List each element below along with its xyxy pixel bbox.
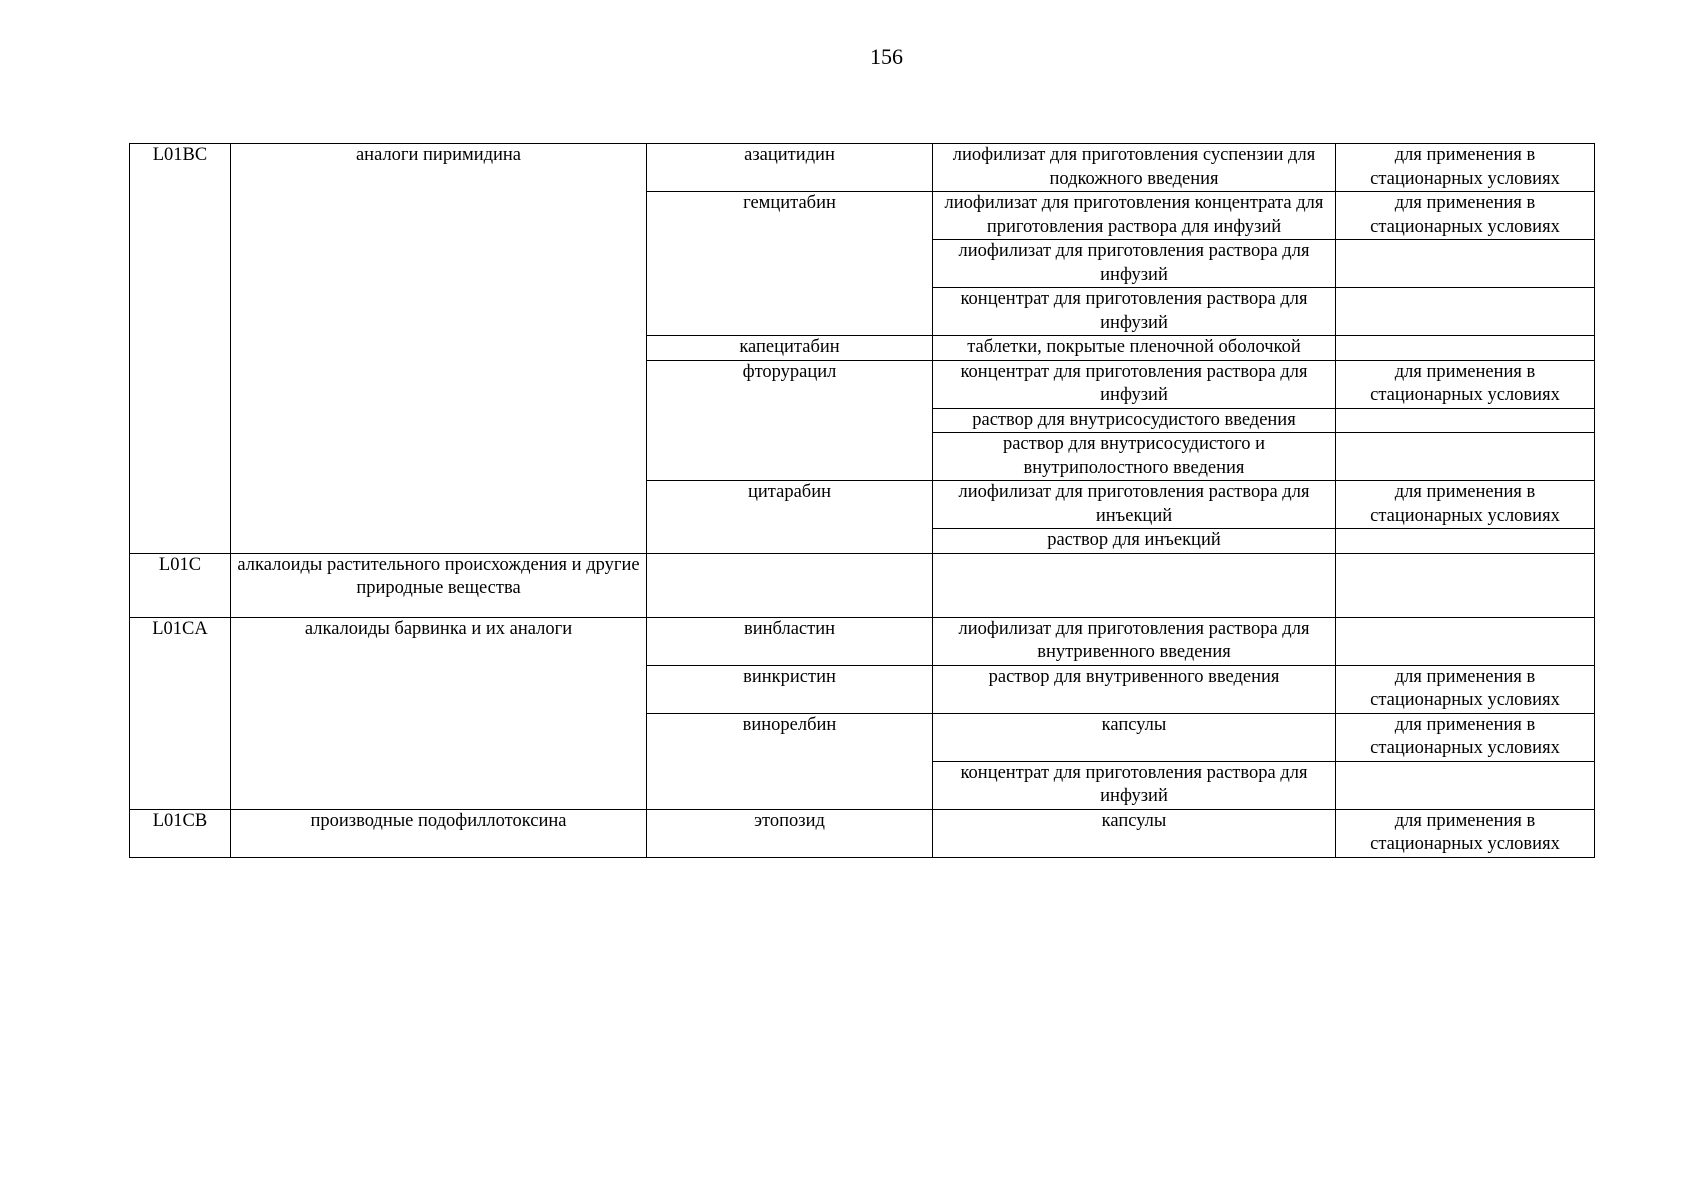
- note-cell: для применения в стационарных условиях: [1336, 481, 1595, 529]
- atc-code-cell: L01BC: [130, 144, 231, 554]
- table-row: [130, 617, 1595, 665]
- note-cell: [1336, 761, 1595, 809]
- dosage-form-cell: раствор для инъекций: [933, 529, 1336, 554]
- note-cell: [1336, 288, 1595, 336]
- note-cell: [1336, 529, 1595, 554]
- drug-name-cell: этопозид: [647, 809, 933, 857]
- drug-table: [129, 143, 1595, 858]
- drug-name-cell: гемцитабин: [647, 192, 933, 336]
- drug-name-cell: винкристин: [647, 665, 933, 713]
- dosage-form-cell: раствор для внутрисосудистого введения: [933, 408, 1336, 433]
- atc-group-cell: алкалоиды барвинка и их аналоги: [231, 617, 647, 809]
- note-cell: для применения в стационарных условиях: [1336, 360, 1595, 408]
- dosage-form-cell: концентрат для приготовления раствора для инфузий: [933, 761, 1336, 809]
- note-cell: для применения в стационарных условиях: [1336, 665, 1595, 713]
- note-cell: [1336, 408, 1595, 433]
- atc-group-cell: алкалоиды растительного происхождения и другие природные вещества: [231, 553, 647, 617]
- note-cell: для применения в стационарных условиях: [1336, 144, 1595, 192]
- dosage-form-cell: раствор для внутрисосудистого и внутриполостного введения: [933, 433, 1336, 481]
- dosage-form-cell: капсулы: [933, 809, 1336, 857]
- note-cell: для применения в стационарных условиях: [1336, 809, 1595, 857]
- drug-name-cell: капецитабин: [647, 336, 933, 361]
- dosage-form-cell: таблетки, покрытые пленочной оболочкой: [933, 336, 1336, 361]
- drug-name-cell: винбластин: [647, 617, 933, 665]
- table-row: [130, 809, 1595, 857]
- dosage-form-cell: лиофилизат для приготовления концентрата для приготовления раствора для инфузий: [933, 192, 1336, 240]
- note-cell: [1336, 553, 1595, 617]
- dosage-form-cell: лиофилизат для приготовления раствора для инфузий: [933, 240, 1336, 288]
- drug-name-cell: [647, 553, 933, 617]
- dosage-form-cell: лиофилизат для приготовления раствора для инъекций: [933, 481, 1336, 529]
- note-cell: [1336, 433, 1595, 481]
- dosage-form-cell: лиофилизат для приготовления суспензии для подкожного введения: [933, 144, 1336, 192]
- note-cell: [1336, 617, 1595, 665]
- dosage-form-cell: капсулы: [933, 713, 1336, 761]
- page-number: 156: [870, 44, 903, 69]
- atc-code-cell: L01CB: [130, 809, 231, 857]
- dosage-form-cell: [933, 553, 1336, 617]
- drug-name-cell: цитарабин: [647, 481, 933, 554]
- note-cell: для применения в стационарных условиях: [1336, 713, 1595, 761]
- atc-code-cell: L01C: [130, 553, 231, 617]
- drug-name-cell: фторурацил: [647, 360, 933, 481]
- atc-code-cell: L01CA: [130, 617, 231, 809]
- dosage-form-cell: раствор для внутривенного введения: [933, 665, 1336, 713]
- dosage-form-cell: концентрат для приготовления раствора для инфузий: [933, 360, 1336, 408]
- drug-name-cell: винорелбин: [647, 713, 933, 809]
- table-row: [130, 144, 1595, 192]
- note-cell: для применения в стационарных условиях: [1336, 192, 1595, 240]
- atc-group-cell: аналоги пиримидина: [231, 144, 647, 554]
- drug-name-cell: азацитидин: [647, 144, 933, 192]
- dosage-form-cell: лиофилизат для приготовления раствора для внутривенного введения: [933, 617, 1336, 665]
- note-cell: [1336, 336, 1595, 361]
- note-cell: [1336, 240, 1595, 288]
- atc-group-cell: производные подофиллотоксина: [231, 809, 647, 857]
- table-row: [130, 553, 1595, 617]
- dosage-form-cell: концентрат для приготовления раствора для инфузий: [933, 288, 1336, 336]
